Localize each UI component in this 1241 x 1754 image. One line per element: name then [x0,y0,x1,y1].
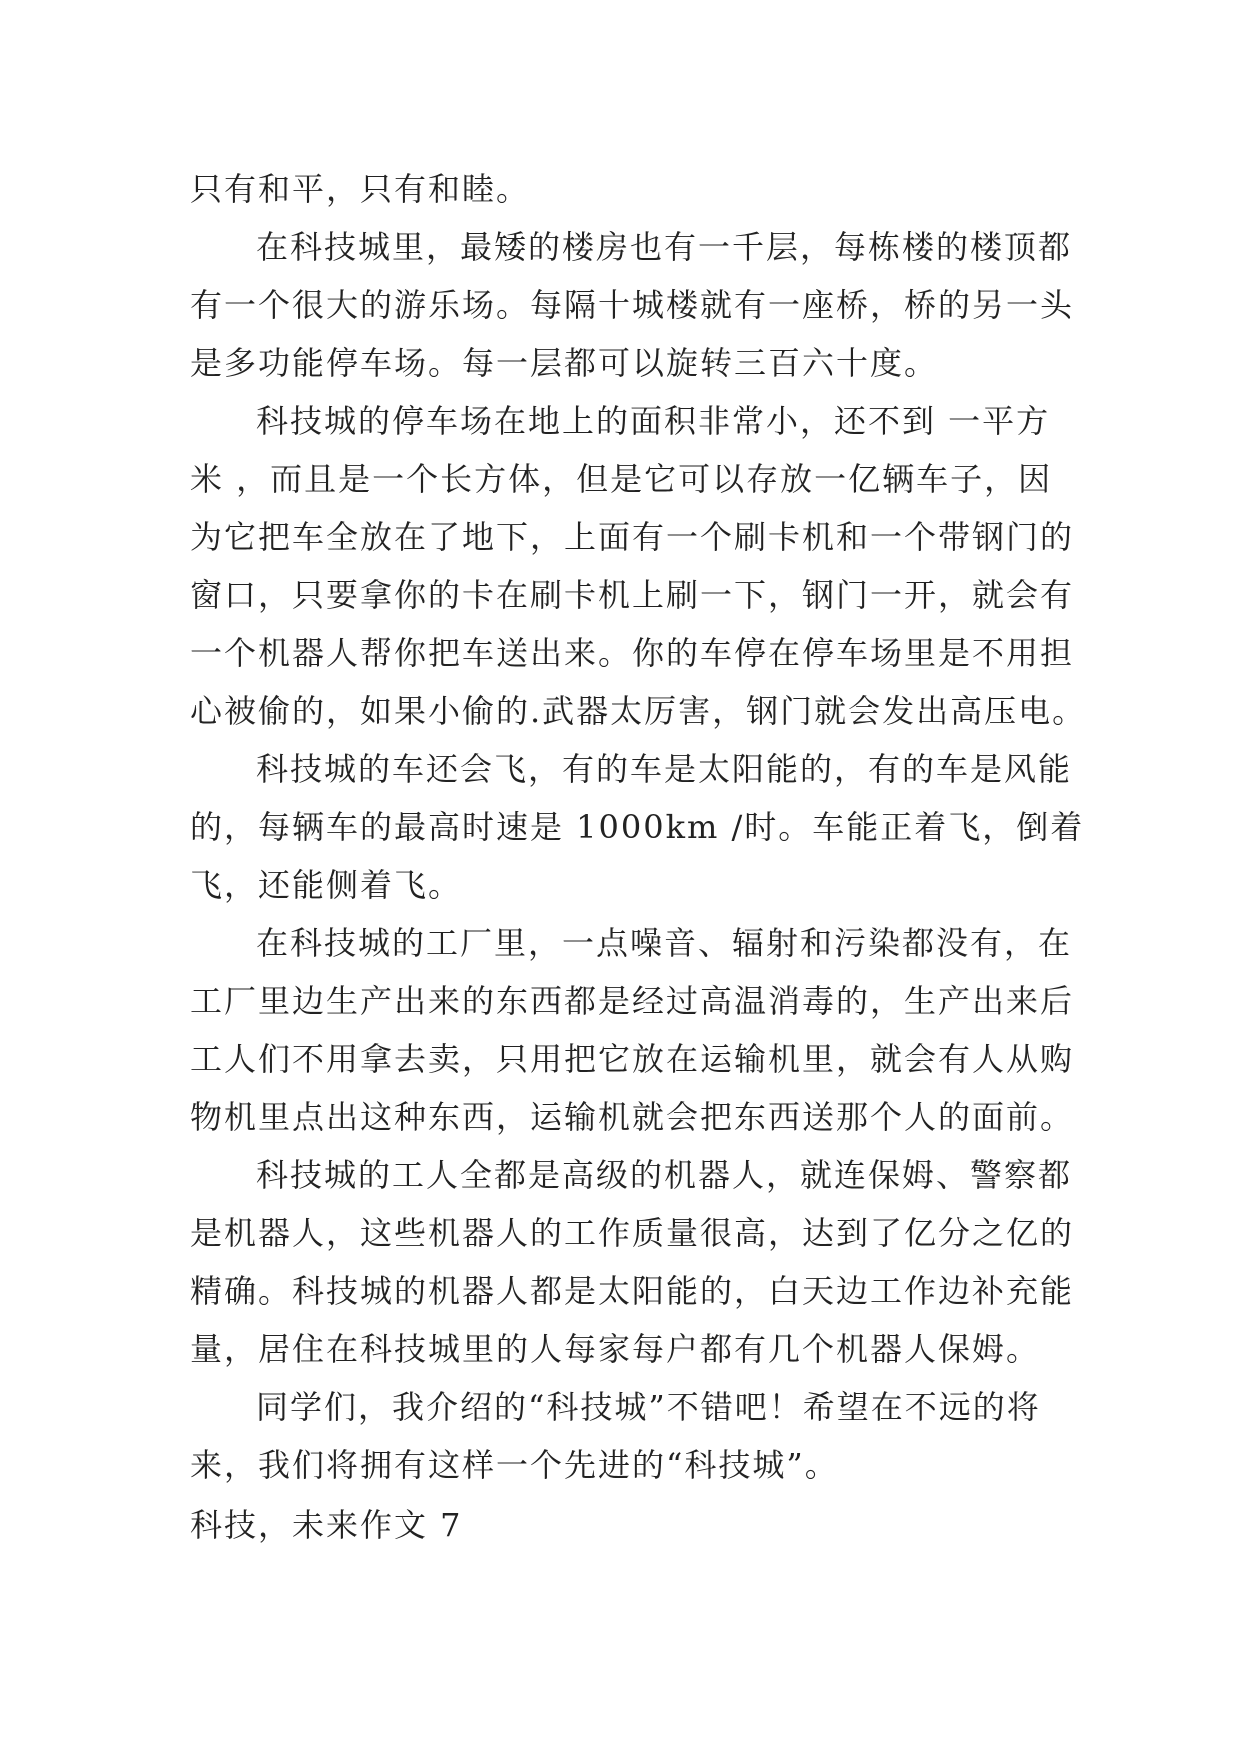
text-line: 为它把车全放在了地下，上面有一个刷卡机和一个带钢门的 [190,518,1075,556]
text-line: 心被偷的，如果小偷的.武器太厉害，钢门就会发出高压电。 [190,692,1087,730]
text-line: 是机器人，这些机器人的工作质量很高，达到了亿分之亿的 [190,1214,1075,1252]
text-line: 的，每辆车的最高时速是 1000km /时。车能正着飞，倒着 [190,808,1085,846]
text-line: 是多功能停车场。每一层都可以旋转三百六十度。 [190,344,939,382]
text-line: 窗口，只要拿你的卡在刷卡机上刷一下，钢门一开，就会有 [190,576,1075,614]
text-line: 物机里点出这种东西，运输机就会把东西送那个人的面前。 [190,1098,1075,1136]
text-line: 量，居住在科技城里的人每家每户都有几个机器人保姆。 [190,1330,1041,1368]
text-line: 只有和平，只有和睦。 [190,170,531,208]
text-line: 飞，还能侧着飞。 [190,866,463,904]
text-line: 在科技城的工厂里，一点噪音、辐射和污染都没有，在 [256,924,1073,962]
document-body [190,160,1087,1554]
text-line: 一个机器人帮你把车送出来。你的车停在停车场里是不用担 [190,634,1075,672]
section-heading: 科技，未来作文 7 [190,1506,463,1544]
text-line: 科技城的停车场在地上的面积非常小，还不到 一平方 [256,402,1051,440]
text-line: 来，我们将拥有这样一个先进的“科技城”。 [190,1446,839,1484]
text-line: 工人们不用拿去卖，只用把它放在运输机里，就会有人从购 [190,1040,1075,1078]
text-line: 在科技城里，最矮的楼房也有一千层，每栋楼的楼顶都 [256,228,1073,266]
text-line: 有一个很大的游乐场。每隔十城楼就有一座桥，桥的另一头 [190,286,1075,324]
text-line: 精确。科技城的机器人都是太阳能的，白天边工作边补充能 [190,1272,1075,1310]
text-line: 科技城的车还会飞，有的车是太阳能的，有的车是风能 [256,750,1073,788]
text-line: 同学们，我介绍的“科技城”不错吧！希望在不远的将 [256,1388,1041,1426]
text-line: 科技城的工人全都是高级的机器人，就连保姆、警察都 [256,1156,1073,1194]
text-line: 工厂里边生产出来的东西都是经过高温消毒的，生产出来后 [190,982,1075,1020]
text-line: 米 ，而且是一个长方体，但是它可以存放一亿辆车子，因 [190,460,1053,498]
